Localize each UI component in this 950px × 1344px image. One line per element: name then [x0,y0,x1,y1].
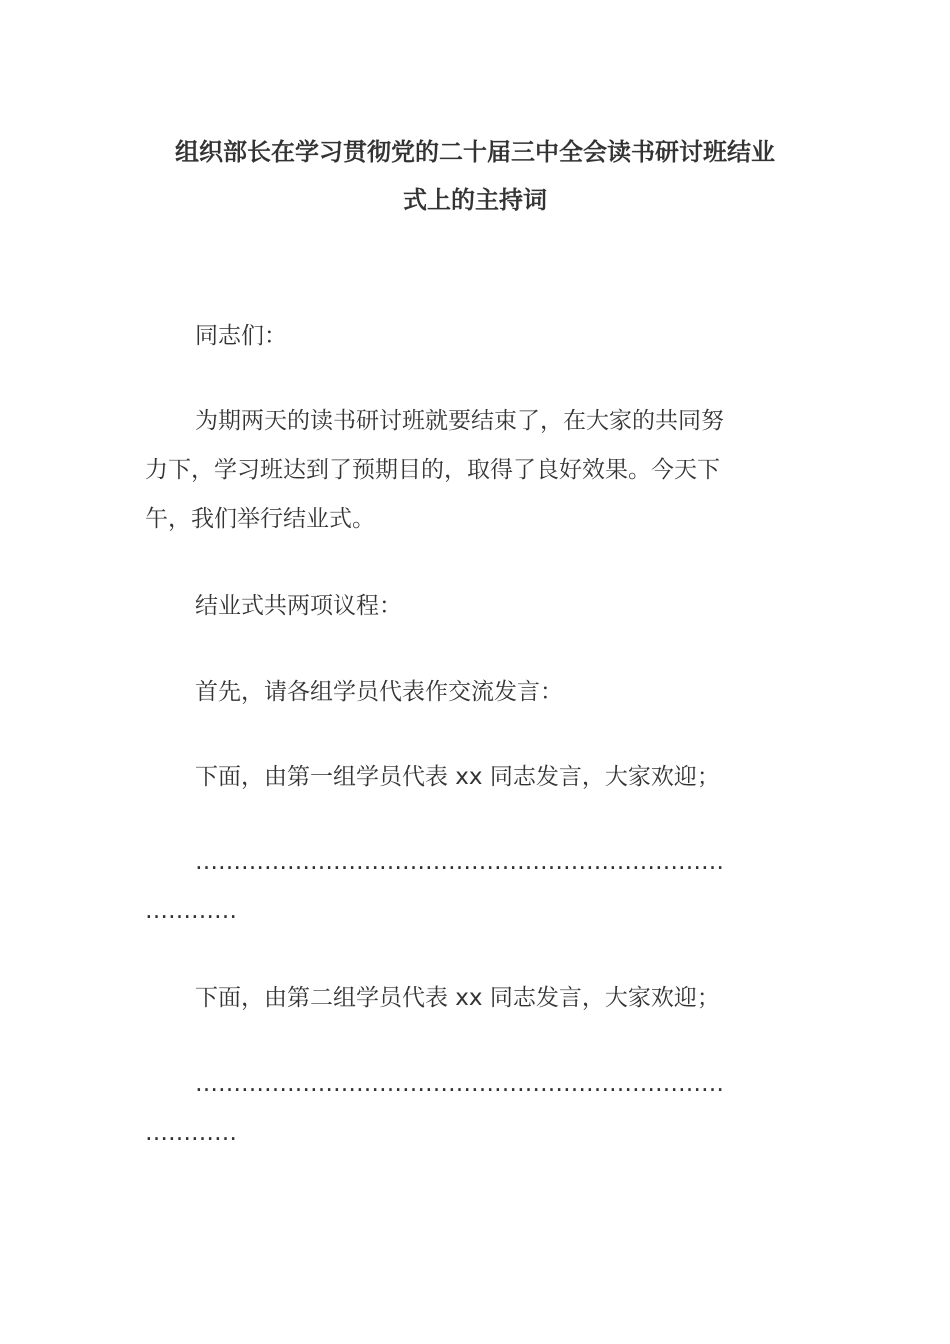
title-line-2: 式上的主持词 [403,186,547,214]
speaker-one-paragraph [145,753,785,802]
ellipsis-one-line-2: ………… [145,898,237,924]
agenda-paragraph [145,582,785,631]
intro-line-2: 力下，学习班达到了预期目的，取得了良好效果。今天下 [145,457,720,483]
document-title [145,128,805,224]
first-item-paragraph [145,668,785,717]
title-line-1: 组织部长在学习贯彻党的二十届三中全会读书研讨班结业 [175,138,775,166]
intro-line-3: 午，我们举行结业式。 [145,506,375,532]
greeting-text: 同志们： [195,323,287,349]
first-item-text: 首先，请各组学员代表作交流发言： [195,679,563,705]
agenda-text: 结业式共两项议程： [195,593,402,619]
intro-line-1: 为期两天的读书研讨班就要结束了，在大家的共同努 [195,408,724,434]
ellipsis-two-line-2: ………… [145,1120,237,1146]
ellipsis-one-paragraph [145,838,785,936]
ellipsis-one-line-1: …………………………………………………………… [195,849,724,875]
speaker-two-paragraph [145,974,785,1023]
ellipsis-two-line-1: …………………………………………………………… [195,1071,724,1097]
speaker-one-text: 下面，由第一组学员代表 xx 同志发言，大家欢迎； [195,764,720,790]
intro-paragraph [145,397,785,544]
greeting-paragraph [145,312,785,361]
speaker-two-text: 下面，由第二组学员代表 xx 同志发言，大家欢迎； [195,985,720,1011]
ellipsis-two-paragraph [145,1060,785,1158]
